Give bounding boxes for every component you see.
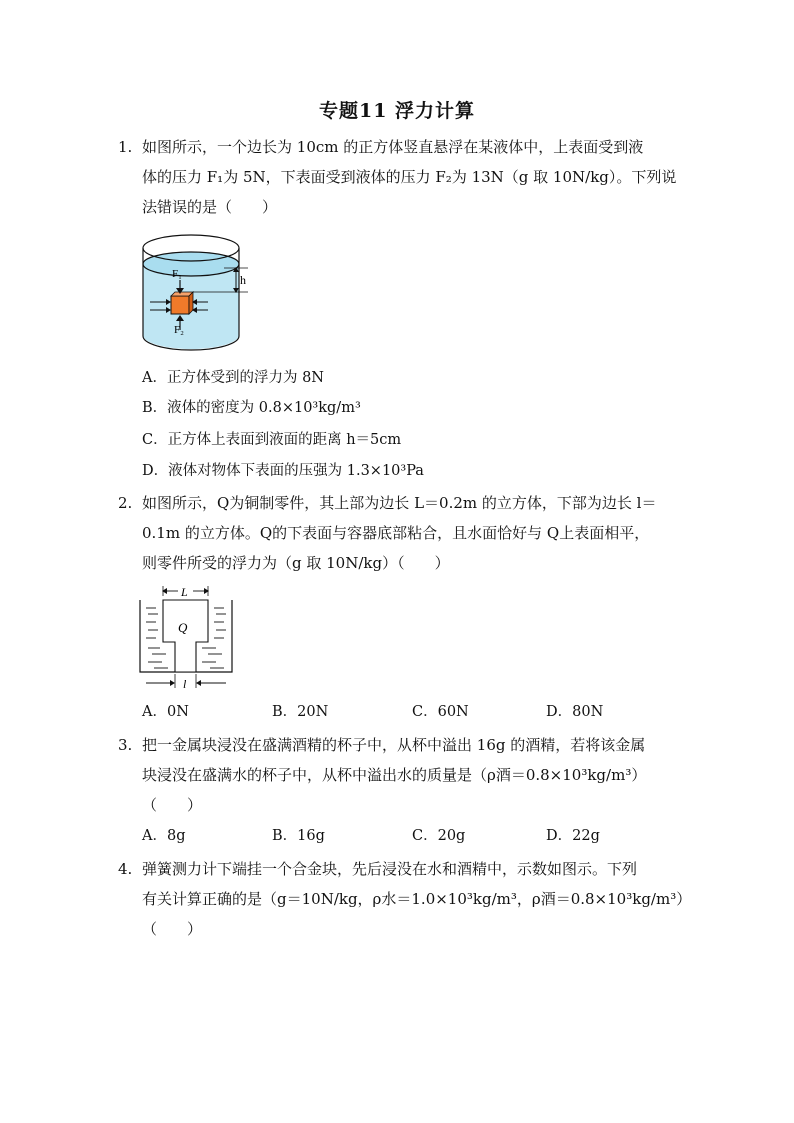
question-line: 0.1m 的立方体。Q的下表面与容器底部粘合，且水面恰好与 Q上表面相平， <box>142 524 650 542</box>
option-c[interactable]: C．20g <box>412 828 466 844</box>
option-b[interactable]: B．20N <box>272 704 329 720</box>
option-a[interactable]: A．0N <box>142 704 189 720</box>
question-number: 2. <box>118 494 133 512</box>
copper-part-figure <box>138 582 238 690</box>
question-line: （ ） <box>142 920 203 938</box>
label-L: L <box>181 585 188 599</box>
option-c[interactable]: C．正方体上表面到液面的距离 h＝5cm <box>142 432 402 448</box>
question-line: 则零件所受的浮力为（g 取 10N/kg）（ ） <box>142 554 450 572</box>
cylinder-figure <box>140 230 270 360</box>
label-Q: Q <box>178 620 188 635</box>
question-1 <box>118 132 688 222</box>
label-f2: F₂ <box>174 324 184 336</box>
q3-options <box>142 826 702 846</box>
question-line: 弹簧测力计下端挂一个合金块，先后浸没在水和酒精中，示数如图示。下列 <box>142 860 638 878</box>
label-l: l <box>183 677 187 690</box>
label-f1: F₁ <box>172 268 182 280</box>
question-number: 1. <box>118 138 133 156</box>
option-c[interactable]: C．60N <box>412 704 469 720</box>
option-a[interactable]: A．正方体受到的浮力为 8N <box>142 370 324 386</box>
question-line: 如图所示，一个边长为 10cm 的正方体竖直悬浮在某液体中，上表面受到液 <box>142 138 644 156</box>
question-number: 3. <box>118 736 133 754</box>
question-4 <box>118 854 692 944</box>
question-2 <box>118 488 688 578</box>
option-b[interactable]: B．液体的密度为 0.8×10³kg/m³ <box>142 400 361 416</box>
question-line: （ ） <box>142 796 203 814</box>
label-h: h <box>240 273 246 287</box>
question-line: 体的压力 F₁为 5N，下表面受到液体的压力 F₂为 13N（g 取 10N/kg）。下列说 <box>142 168 677 186</box>
option-d[interactable]: D．液体对物体下表面的压强为 1.3×10³Pa <box>142 463 424 479</box>
question-number: 4. <box>118 860 133 878</box>
question-line: 有关计算正确的是（g＝10N/kg，ρ水＝1.0×10³kg/m³，ρ酒＝0.8×10³kg/m³） <box>142 890 692 908</box>
option-a[interactable]: A．8g <box>142 828 186 844</box>
page-title: 专题11 浮力计算 <box>318 100 476 122</box>
q2-options <box>142 702 702 722</box>
question-line: 法错误的是（ ） <box>142 198 278 216</box>
question-3 <box>118 730 688 820</box>
question-line: 把一金属块浸没在盛满酒精的杯子中，从杯中溢出 16g 的酒精，若将该金属 <box>142 736 646 754</box>
option-d[interactable]: D．22g <box>546 828 600 844</box>
option-b[interactable]: B．16g <box>272 828 325 844</box>
question-line: 如图所示，Q为铜制零件，其上部为边长 L＝0.2m 的立方体，下部为边长 l＝ <box>142 494 657 512</box>
question-line: 块浸没在盛满水的杯子中，从杯中溢出水的质量是（ρ酒＝0.8×10³kg/m³） <box>142 766 647 784</box>
option-d[interactable]: D．80N <box>546 704 604 720</box>
